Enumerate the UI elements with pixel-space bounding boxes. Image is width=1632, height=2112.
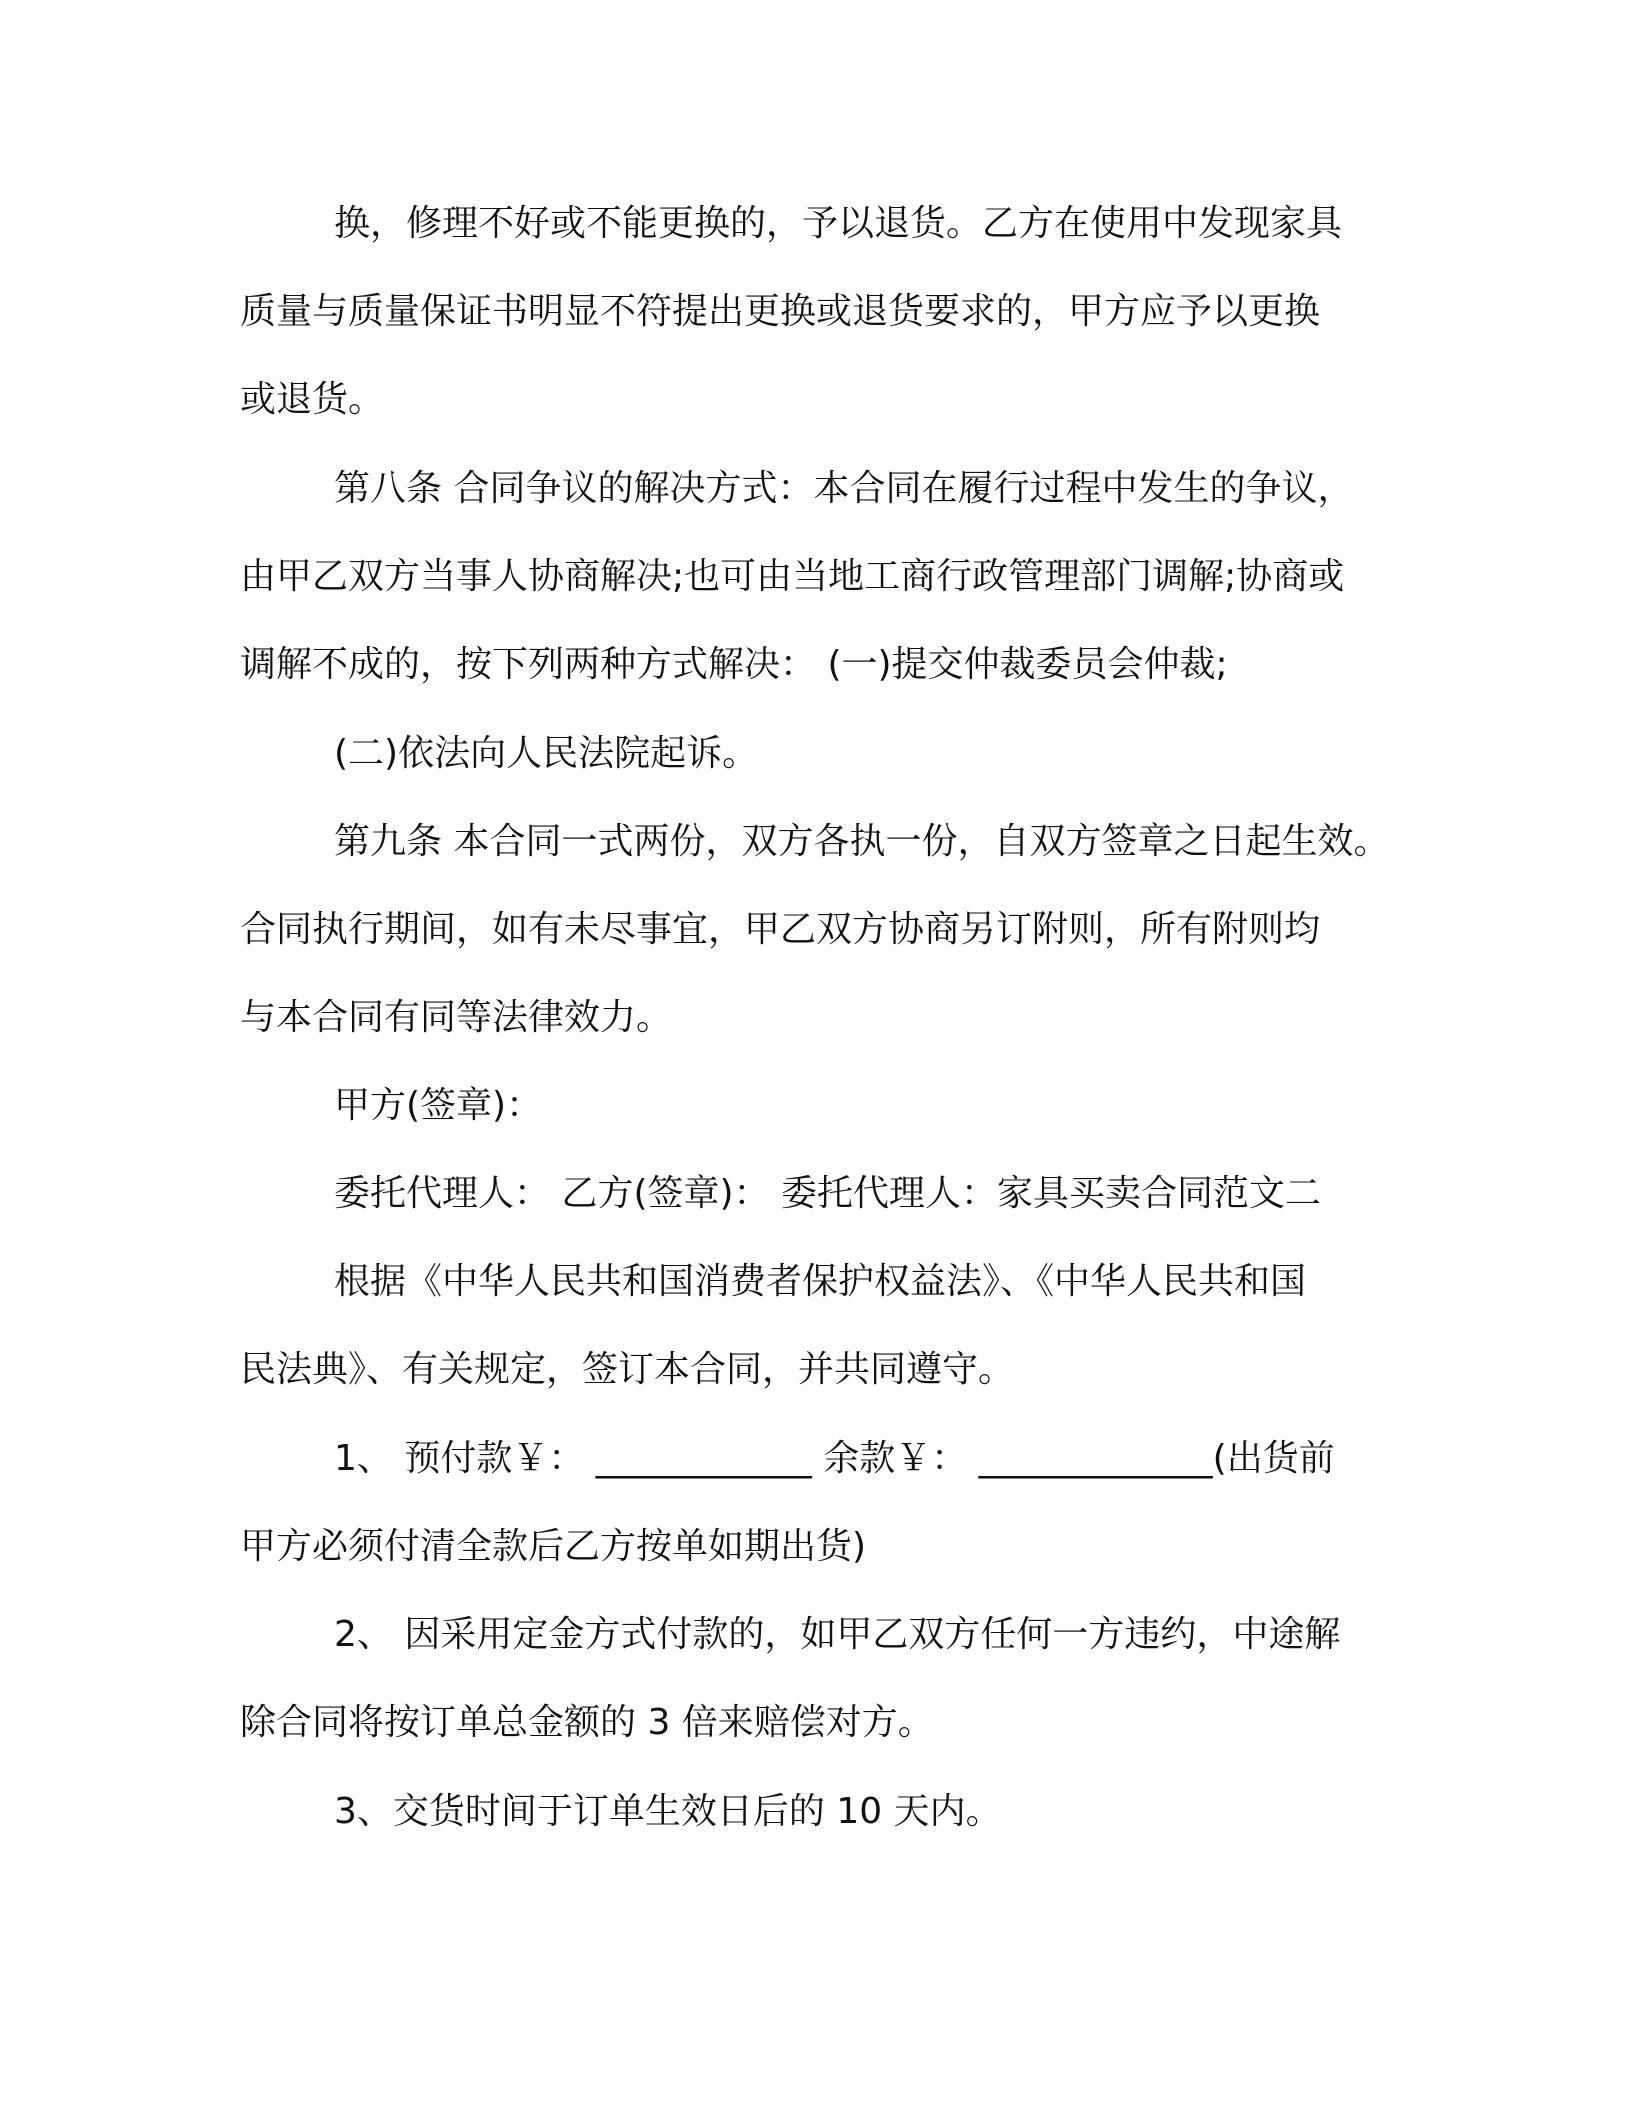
paragraph: [240, 1415, 1440, 1591]
paragraph: [240, 180, 1440, 444]
paragraph-line: 2、 因采用定金方式付款的，如甲乙双方任何一方违约，中途解: [334, 1614, 1341, 1655]
paragraph: [240, 1238, 1440, 1414]
paragraph-line: 除合同将按订单总金额的 3 倍来赔偿对方。: [240, 1702, 934, 1743]
paragraph: [240, 710, 1440, 798]
paragraph-line: 1、 预付款￥： ____________ 余款￥： _____________(出货前: [334, 1438, 1335, 1479]
paragraph-line: 换，修理不好或不能更换的，予以退货。乙方在使用中发现家具: [334, 203, 1343, 244]
paragraph-line: 根据《中华人民共和国消费者保护权益法》、《中华人民共和国: [334, 1261, 1307, 1302]
paragraph-line: 甲方(签章)：: [334, 1085, 543, 1126]
paragraph: [240, 1062, 1440, 1150]
paragraph-line: 与本合同有同等法律效力。: [240, 997, 673, 1038]
paragraph: [240, 798, 1440, 1062]
paragraph-line: 调解不成的，按下列两种方式解决： (一)提交仲裁委员会仲裁;: [240, 644, 1228, 685]
paragraph-line: 3、交货时间于订单生效日后的 10 天内。: [334, 1791, 1002, 1832]
paragraph-line: 或退货。: [240, 379, 385, 420]
paragraph-line: (二)依法向人民法院起诉。: [334, 733, 759, 774]
paragraph: [240, 445, 1440, 709]
paragraph: [240, 1591, 1440, 1767]
paragraph-line: 合同执行期间，如有未尽事宜，甲乙双方协商另订附则，所有附则均: [240, 909, 1321, 950]
paragraph-line: 由甲乙双方当事人协商解决;也可由当地工商行政管理部门调解;协商或: [240, 556, 1345, 597]
paragraph-line: 质量与质量保证书明显不符提出更换或退货要求的，甲方应予以更换: [240, 291, 1321, 332]
paragraph-line: 第八条 合同争议的解决方式：本合同在履行过程中发生的争议，: [334, 468, 1354, 509]
paragraph-line: 甲方必须付清全款后乙方按单如期出货): [240, 1526, 867, 1567]
paragraph-line: 民法典》、有关规定，签订本合同，并共同遵守。: [240, 1349, 1015, 1390]
paragraph-line: 委托代理人： 乙方(签章)： 委托代理人：家具买卖合同范文二: [334, 1173, 1321, 1214]
paragraph: [240, 1768, 1440, 1856]
paragraph: [240, 1150, 1440, 1238]
paragraph-line: 第九条 本合同一式两份，双方各执一份，自双方签章之日起生效。: [334, 821, 1390, 862]
